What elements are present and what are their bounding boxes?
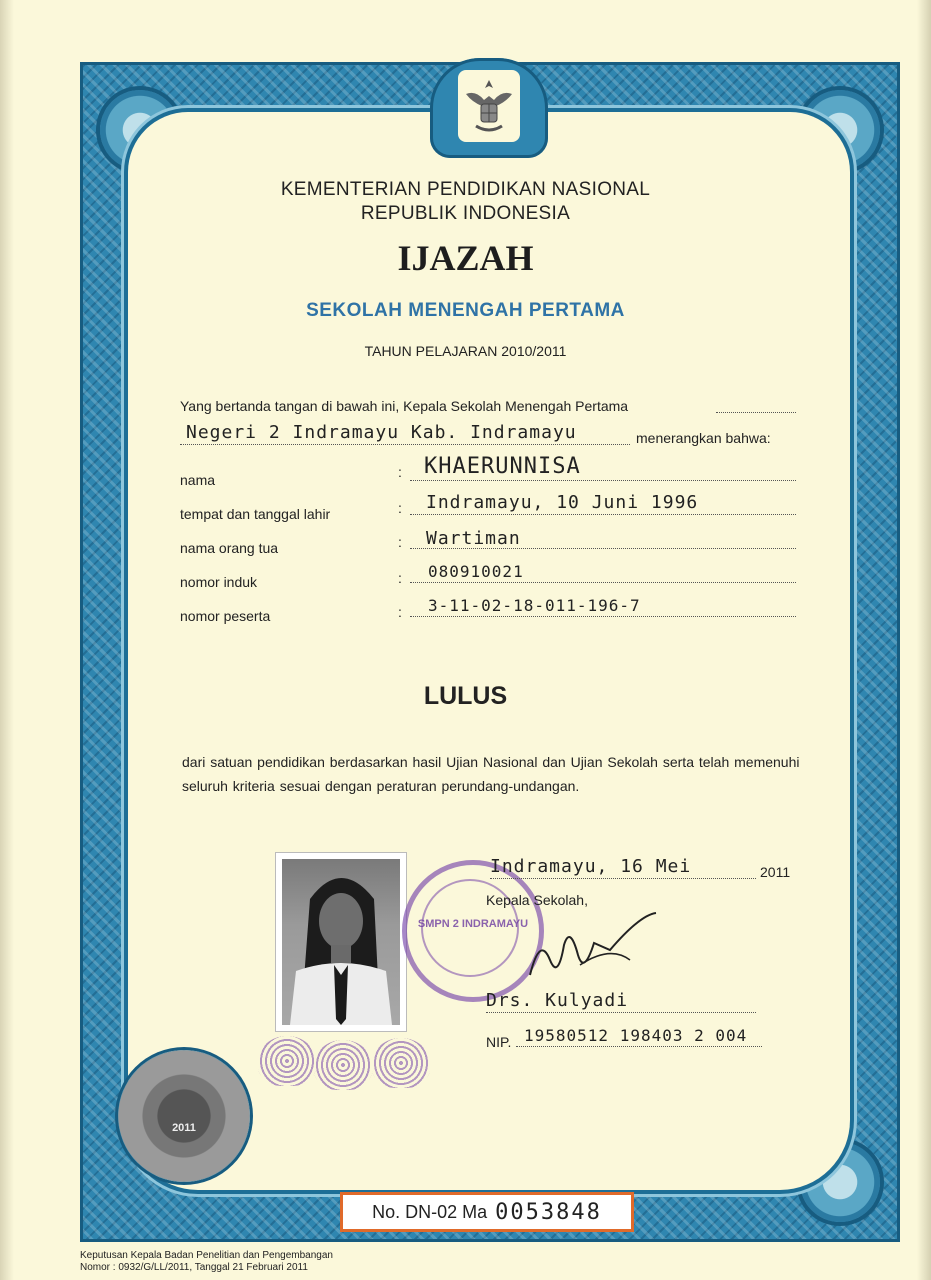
result-status: LULUS (423, 682, 508, 710)
ministry-line-2: REPUBLIK INDONESIA (360, 203, 571, 224)
serial-prefix: No. DN-02 Ma (372, 1201, 488, 1222)
intro-line-1: Yang bertanda tangan di bawah ini, Kepala Sekolah Menengah Pertama (180, 398, 629, 414)
footer-decree (80, 1250, 333, 1274)
photo-portrait (282, 859, 400, 1025)
nip-value: 19580512 198403 2 004 (524, 1026, 748, 1045)
footer-line-2: Nomor : 0932/G/LL/2011, Tanggal 21 Februari 2011 (80, 1262, 308, 1273)
field-label: nomor induk (180, 574, 258, 590)
field-value: Wartiman (426, 528, 521, 549)
fingerprint-mark (258, 1036, 316, 1086)
field-colon: : (398, 604, 402, 620)
signing-place-date: Indramayu, 16 Mei (490, 856, 692, 877)
field-colon: : (398, 464, 402, 480)
field-value: 080910021 (428, 562, 524, 581)
field-colon: : (398, 534, 402, 550)
ministry-heading (0, 178, 931, 226)
dotted-line (410, 480, 796, 481)
student-photo (276, 853, 406, 1031)
nip-label: NIP. (486, 1034, 512, 1050)
ministry-line-1: KEMENTERIAN PENDIDIKAN NASIONAL (280, 179, 651, 200)
dotted-line (180, 444, 630, 445)
stamp-text: SMPN 2 INDRAMAYU (417, 918, 529, 930)
serial-number: 0053848 (495, 1199, 602, 1225)
school-level: SEKOLAH MENENGAH PERTAMA (306, 300, 625, 321)
certificate-title: IJAZAH (397, 238, 534, 278)
field-label: nama (180, 472, 216, 488)
seal-year: 2011 (172, 1122, 196, 1134)
dotted-line (516, 1046, 762, 1047)
dotted-line (490, 878, 756, 879)
school-name: Negeri 2 Indramayu Kab. Indramayu (186, 422, 577, 443)
dotted-line (410, 514, 796, 515)
ministry-hologram-seal (118, 1050, 250, 1182)
footer-line-1: Keputusan Kepala Badan Penelitian dan Pengembangan (80, 1250, 333, 1261)
handwritten-signature-icon (520, 905, 660, 985)
field-value: 3-11-02-18-011-196-7 (428, 596, 641, 615)
field-colon: : (398, 570, 402, 586)
signing-year: 2011 (760, 864, 791, 880)
field-label: tempat dan tanggal lahir (180, 506, 331, 522)
dotted-line (410, 582, 796, 583)
dotted-line (716, 412, 796, 413)
dotted-line (410, 548, 796, 549)
serial-number-box (340, 1192, 634, 1232)
field-colon: : (398, 500, 402, 516)
garuda-emblem-icon (458, 70, 520, 142)
field-label: nomor peserta (180, 608, 271, 624)
fingerprint-mark (372, 1038, 430, 1088)
intro-line-2-suffix: menerangkan bahwa: (636, 430, 771, 446)
result-paragraph: dari satuan pendidikan berdasarkan hasil Ujian Nasional dan Ujian Sekolah serta telah memenuhi seluruh kriteria sesuai dengan peraturan perundang-undangan. (182, 754, 800, 794)
field-label: nama orang tua (180, 540, 279, 556)
dotted-line (486, 1012, 756, 1013)
field-value: KHAERUNNISA (424, 454, 581, 479)
signatory-name: Drs. Kulyadi (486, 990, 629, 1011)
fingerprint-mark (314, 1040, 372, 1090)
academic-year: TAHUN PELAJARAN 2010/2011 (364, 343, 567, 359)
dotted-line (410, 616, 796, 617)
field-value: Indramayu, 10 Juni 1996 (426, 492, 699, 513)
signing-role: Kepala Sekolah, (486, 892, 588, 908)
